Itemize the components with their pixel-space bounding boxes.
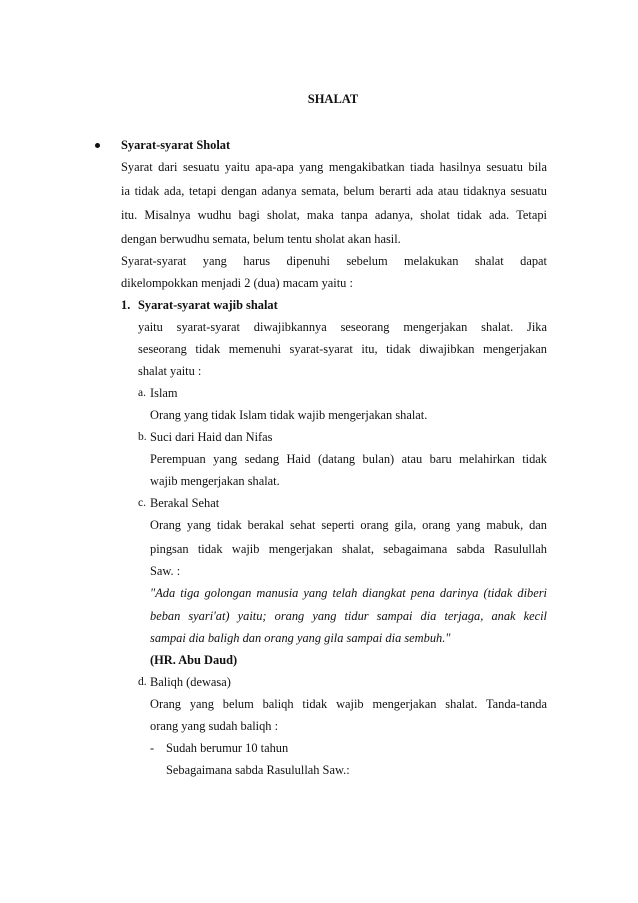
list-marker: a. bbox=[138, 387, 146, 399]
quote-line: "Ada tiga golongan manusia yang telah diangkat pena darinya (tidak diberi bbox=[150, 586, 547, 600]
paragraph-line: itu. Misalnya wudhu bagi sholat, maka tanpa adanya, sholat tidak ada. Tetapi bbox=[121, 208, 547, 222]
paragraph-line: shalat yaitu : bbox=[138, 364, 202, 378]
paragraph-line: dengan berwudhu semata, belum tentu sholat akan hasil. bbox=[121, 232, 401, 246]
list-marker: c. bbox=[138, 497, 146, 509]
bullet-icon bbox=[95, 143, 100, 148]
section-heading: Syarat-syarat Sholat bbox=[121, 138, 231, 152]
paragraph-line: yaitu syarat-syarat diwajibkannya seseorang mengerjakan shalat. Jika bbox=[138, 320, 547, 334]
paragraph-line: wajib mengerjakan shalat. bbox=[150, 474, 280, 488]
sub-list-marker: - bbox=[150, 741, 155, 755]
list-number: 1. bbox=[121, 298, 131, 312]
paragraph-line: Sebagaimana sabda Rasulullah Saw.: bbox=[166, 763, 350, 777]
quote-line: beban syari'at) yaitu; orang yang tidur sampai dia terjaga, anak kecil bbox=[150, 609, 547, 623]
page-title: SHALAT bbox=[307, 92, 359, 106]
quote-line: sampai dia baligh dan orang yang gila sampai dia sembuh." bbox=[150, 631, 451, 645]
list-marker: d. bbox=[138, 676, 147, 688]
list-item-label: Suci dari Haid dan Nifas bbox=[150, 430, 273, 444]
paragraph-line: Orang yang belum baliqh tidak wajib mengerjakan shalat. Tanda-tanda bbox=[150, 697, 547, 711]
paragraph-line: seseorang tidak memenuhi syarat-syarat itu, tidak diwajibkan mengerjakan bbox=[138, 342, 547, 356]
list-item-label: Islam bbox=[150, 386, 178, 400]
paragraph-line: Orang yang tidak berakal sehat seperti orang gila, orang yang mabuk, dan bbox=[150, 518, 547, 532]
list-marker: b. bbox=[138, 431, 147, 443]
list-item-label: Berakal Sehat bbox=[150, 496, 220, 510]
paragraph-line: Perempuan yang sedang Haid (datang bulan) atau baru melahirkan tidak bbox=[150, 452, 547, 466]
quote-source: (HR. Abu Daud) bbox=[150, 653, 238, 667]
numbered-heading: Syarat-syarat wajib shalat bbox=[138, 298, 278, 312]
paragraph-line: dikelompokkan menjadi 2 (dua) macam yaitu : bbox=[121, 276, 353, 290]
list-item-label: Baliqh (dewasa) bbox=[150, 675, 231, 689]
paragraph-line: Orang yang tidak Islam tidak wajib mengerjakan shalat. bbox=[150, 408, 428, 422]
paragraph-line: ia tidak ada, tetapi dengan adanya semata, belum berarti ada atau tidaknya sesuatu bbox=[121, 184, 547, 198]
paragraph-line: Syarat-syarat yang harus dipenuhi sebelum melakukan shalat dapat bbox=[121, 254, 547, 268]
paragraph-line: orang yang sudah baliqh : bbox=[150, 719, 279, 733]
paragraph-line: pingsan tidak wajib mengerjakan shalat, sebagaimana sabda Rasulullah bbox=[150, 542, 547, 556]
sub-list-label: Sudah berumur 10 tahun bbox=[166, 741, 289, 755]
paragraph-line: Syarat dari sesuatu yaitu apa-apa yang mengakibatkan tiada hasilnya sesuatu bila bbox=[121, 160, 547, 174]
paragraph-line: Saw. : bbox=[150, 564, 181, 578]
